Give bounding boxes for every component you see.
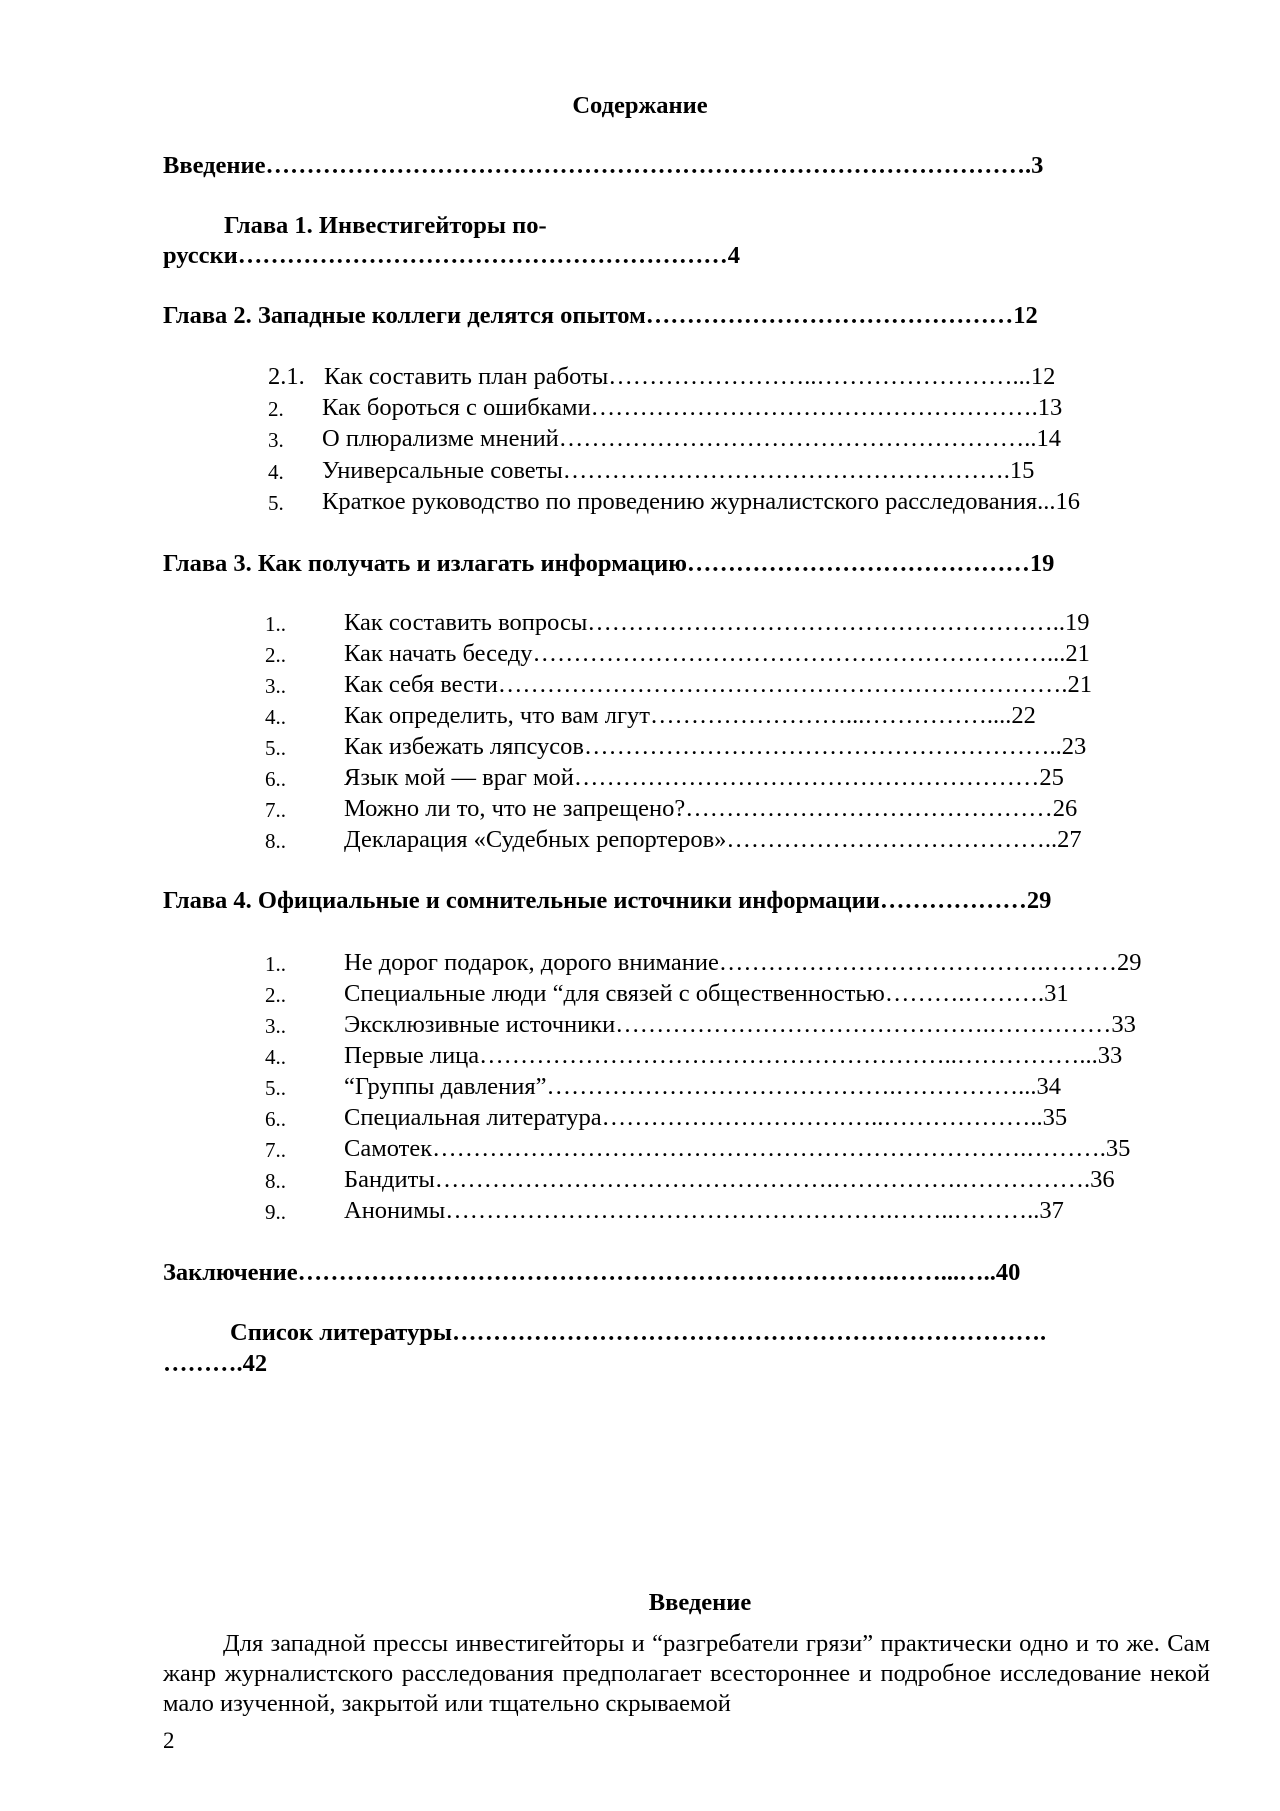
intro-paragraph-text: Для западной прессы инвестигейторы и “разгребатели грязи” практически одно и то же. Сам жанр журналистского расследования предполагает всестороннее и подробное исследование некой мало изученной, закрытой или тщательно скрываемой	[163, 1630, 1210, 1717]
toc-subitem-text: Как составить план работы……………………..……………………...12	[324, 363, 1056, 390]
toc-subitem-number: 5..	[265, 736, 286, 760]
toc-subitem-number: 8..	[265, 1169, 286, 1193]
toc-subitem-text: Бандиты………………………………………….…………….…………….36	[344, 1166, 1115, 1193]
toc-subitem-number: 8..	[265, 829, 286, 853]
toc-subitem-text: Первые лица…………………………………………………..……………...33	[344, 1042, 1123, 1069]
toc-subitem-number: 2..	[265, 983, 286, 1007]
toc-subitem-number: 3.	[268, 428, 284, 452]
toc-title: Содержание	[572, 92, 708, 119]
toc-entry-conclusion: Заключение……………………………………………………………….……...…..40	[163, 1259, 1021, 1286]
toc-subitem-number: 6..	[265, 1107, 286, 1131]
toc-subitem-text: Как себя вести…………………………………………………………….21	[344, 671, 1092, 698]
toc-subitem-number: 4..	[265, 705, 286, 729]
toc-subitem-text: Как определить, что вам лгут……………………...……………....22	[344, 702, 1036, 729]
page-number: 2	[163, 1728, 175, 1753]
toc-subitem-number: 1..	[265, 612, 286, 636]
toc-subitem-text: Как бороться с ошибками……………………………………………….13	[322, 394, 1063, 421]
toc-subitem-text: Как составить вопросы…………………………………………………..19	[344, 609, 1090, 636]
toc-subitem-text: Универсальные советы……………………………………………….15	[322, 457, 1035, 484]
toc-subitem-text: Специальная литература……………………………..………………..35	[344, 1104, 1068, 1131]
toc-subitem-number: 4..	[265, 1045, 286, 1069]
toc-subitem-text: Как начать беседу………………………………………………………...21	[344, 640, 1090, 667]
toc-subitem-text: “Группы давления”…………………………………….……………...34	[344, 1073, 1062, 1100]
toc-subitem-text: Самотек……………………………………………………………….……….35	[344, 1135, 1131, 1162]
toc-subitem-text: Эксклюзивные источники……………………………………….……………33	[344, 1011, 1136, 1038]
toc-subitem-text: Декларация «Судебных репортеров»…………………………………..27	[344, 826, 1082, 853]
toc-subitem-number: 7..	[265, 1138, 286, 1162]
toc-subitem-number: 3..	[265, 674, 286, 698]
toc-entry-bibliography-line-2: ……….42	[163, 1350, 268, 1377]
toc-subitem-number: 7..	[265, 798, 286, 822]
toc-subitem-number: 2.	[268, 397, 284, 421]
toc-subitem-text: Язык мой — враг мой…………………………………………………25	[344, 764, 1064, 791]
toc-entry-intro: Введение………………………………………………………………………………….3	[163, 152, 1044, 179]
toc-subitem-number: 3..	[265, 1014, 286, 1038]
toc-subitem-text: Как избежать ляпсусов…………………………………………………..23	[344, 733, 1087, 760]
toc-entry-chapter-1-line-1: Глава 1. Инвестигейторы по-	[224, 212, 547, 239]
toc-entry-chapter-2: Глава 2. Западные коллеги делятся опытом………………………………………12	[163, 302, 1038, 329]
toc-entry-bibliography-line-1: Список литературы……………………………………………………………….	[230, 1319, 1047, 1346]
toc-subitem-number: 9..	[265, 1200, 286, 1224]
toc-subitem-text: Краткое руководство по проведению журналистского расследования...16	[322, 488, 1080, 515]
toc-entry-chapter-3: Глава 3. Как получать и излагать информацию……………………………………19	[163, 550, 1055, 577]
toc-entry-chapter-1-line-2: русски……………………………………………………4	[163, 242, 741, 269]
toc-subitem-text: Специальные люди “для связей с общественностью……….……….31	[344, 980, 1069, 1007]
toc-subitem-text: Анонимы……………………………………………….……..………..37	[344, 1197, 1064, 1224]
toc-subitem-number: 1..	[265, 952, 286, 976]
toc-subitem-text: Не дорог подарок, дорого внимание………………………………….………29	[344, 949, 1142, 976]
intro-paragraph	[163, 1629, 1210, 1719]
toc-subitem-number: 4.	[268, 460, 284, 484]
section-heading-introduction: Введение	[648, 1589, 752, 1616]
toc-subitem-number: 2.1.	[268, 363, 305, 390]
toc-subitem-text: Можно ли то, что не запрещено?………………………………………26	[344, 795, 1078, 822]
toc-subitem-text: О плюрализме мнений…………………………………………………..14	[322, 425, 1062, 452]
toc-subitem-number: 5..	[265, 1076, 286, 1100]
toc-subitem-number: 5.	[268, 491, 284, 515]
toc-entry-chapter-4: Глава 4. Официальные и сомнительные источники информации………………29	[163, 887, 1052, 914]
toc-subitem-number: 2..	[265, 643, 286, 667]
toc-subitem-number: 6..	[265, 767, 286, 791]
